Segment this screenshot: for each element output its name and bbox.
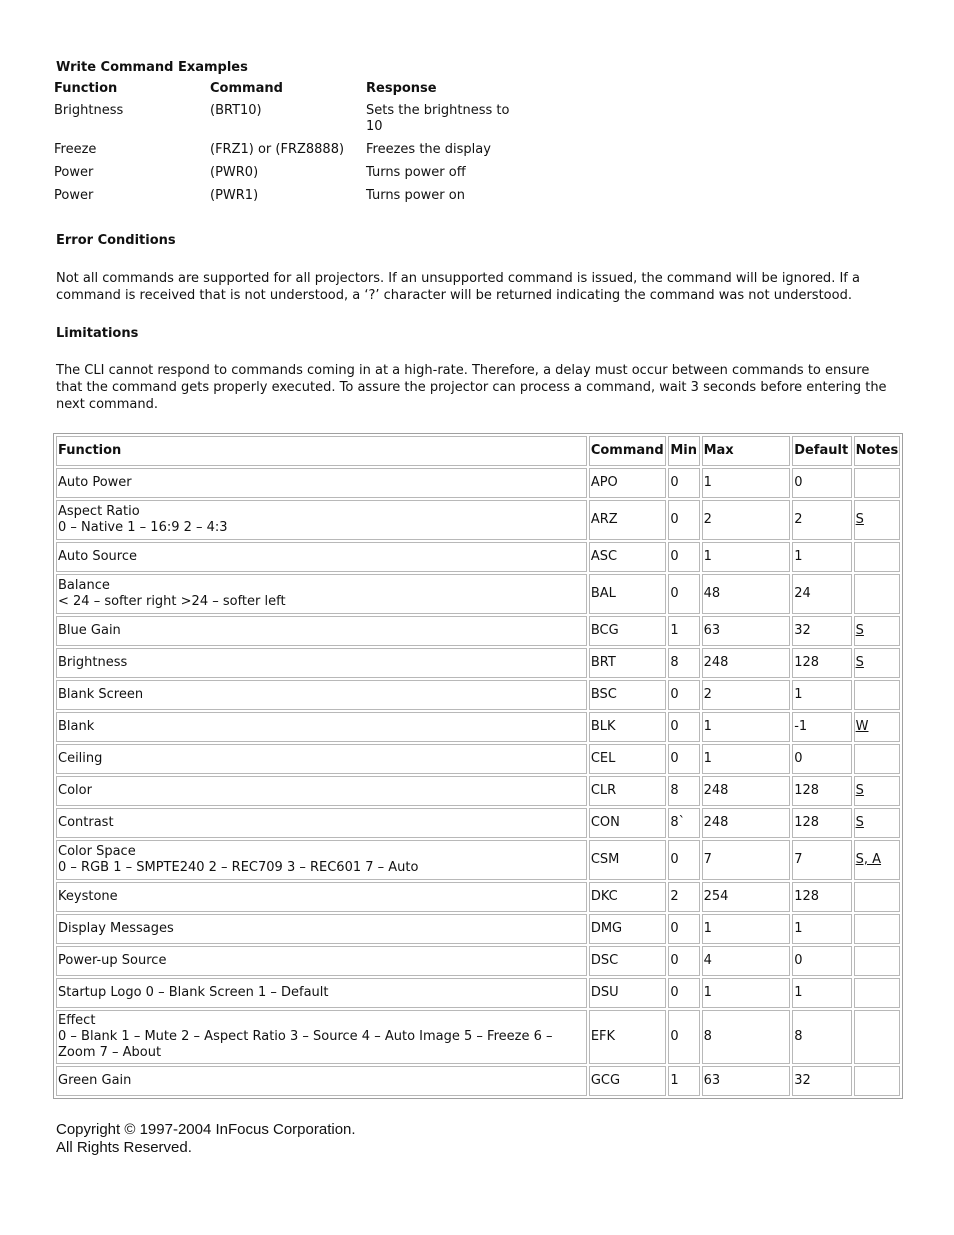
- function-name: Keystone: [58, 889, 118, 904]
- function-name: Color Space: [58, 844, 136, 859]
- cell-command: BRT: [589, 648, 667, 678]
- cell-notes: [854, 744, 900, 774]
- notes-link[interactable]: S: [855, 783, 864, 798]
- cell-min: 0: [668, 946, 699, 976]
- cell-max: 1: [702, 978, 791, 1008]
- rights-line: All Rights Reserved.: [56, 1139, 192, 1156]
- command-table: [53, 433, 903, 1099]
- function-name: Aspect Ratio: [58, 504, 140, 519]
- cell-function: [56, 840, 587, 880]
- cell-min: 0: [668, 978, 699, 1008]
- function-name: Brightness: [58, 655, 128, 670]
- function-name: Blank Screen: [58, 687, 144, 702]
- column-header-command: Command: [589, 436, 667, 466]
- cell-function: [56, 978, 587, 1008]
- cell-min: 0: [668, 1010, 699, 1064]
- cell-max: 254: [702, 882, 791, 912]
- cell-notes: [854, 542, 900, 572]
- cell-command: BSC: [589, 680, 667, 710]
- function-options: < 24 – softer right >24 – softer left: [58, 594, 286, 609]
- function-name: Power-up Source: [58, 953, 167, 968]
- cell-command: CEL: [589, 744, 667, 774]
- cell-function: [56, 914, 587, 944]
- example-command: (FRZ1) or (FRZ8888): [210, 142, 345, 157]
- cell-max: 1: [702, 744, 791, 774]
- cell-max: 63: [702, 1066, 791, 1096]
- column-header-default: Default: [792, 436, 851, 466]
- table-row: [56, 1010, 900, 1064]
- example-function: Freeze: [54, 142, 97, 157]
- cell-default: 128: [792, 776, 851, 806]
- cell-min: 0: [668, 914, 699, 944]
- cell-default: 32: [792, 616, 851, 646]
- cell-command: APO: [589, 468, 667, 498]
- example-row: [53, 188, 526, 211]
- cell-function: [56, 616, 587, 646]
- cell-min: 0: [668, 542, 699, 572]
- cell-default: 2: [792, 500, 851, 540]
- table-row: [56, 712, 900, 742]
- example-command: (PWR0): [210, 165, 259, 180]
- cell-default: 32: [792, 1066, 851, 1096]
- column-header-min: Min: [668, 436, 699, 466]
- example-response: Turns power off: [366, 165, 466, 180]
- cell-command: DSC: [589, 946, 667, 976]
- column-header-command: Command: [210, 81, 283, 96]
- example-function: Power: [54, 165, 94, 180]
- limitations-text: The CLI cannot respond to commands coming in at a high-rate. Therefore, a delay must occur between commands to ensure that the command gets properly executed. To assure the projector can process a command, wait 3 seconds before entering the next command.: [56, 363, 887, 412]
- cell-default: 24: [792, 574, 851, 614]
- notes-link[interactable]: S: [855, 655, 864, 670]
- cell-default: 1: [792, 680, 851, 710]
- cell-max: 1: [702, 468, 791, 498]
- cell-min: 8`: [668, 808, 699, 838]
- function-name: Contrast: [58, 815, 114, 830]
- cell-default: 7: [792, 840, 851, 880]
- function-name: Startup Logo 0 – Blank Screen 1 – Default: [58, 985, 329, 1000]
- example-row: [53, 165, 526, 188]
- cell-notes: [854, 776, 900, 806]
- function-name: Display Messages: [58, 921, 174, 936]
- cell-default: 1: [792, 914, 851, 944]
- cell-function: [56, 1010, 587, 1064]
- example-row: [53, 103, 526, 142]
- example-command: (PWR1): [210, 188, 259, 203]
- cell-min: 8: [668, 648, 699, 678]
- cell-command: BAL: [589, 574, 667, 614]
- cell-max: 248: [702, 776, 791, 806]
- cell-default: 128: [792, 808, 851, 838]
- table-row: [56, 574, 900, 614]
- cell-notes: [854, 712, 900, 742]
- cell-default: 0: [792, 744, 851, 774]
- function-name: Auto Source: [58, 549, 137, 564]
- function-name: Ceiling: [58, 751, 103, 766]
- cell-min: 0: [668, 468, 699, 498]
- write-examples-heading: Write Command Examples: [56, 60, 248, 75]
- notes-link[interactable]: W: [855, 719, 869, 734]
- example-function: Power: [54, 188, 94, 203]
- function-name: Auto Power: [58, 475, 132, 490]
- cell-command: ASC: [589, 542, 667, 572]
- cell-command: ARZ: [589, 500, 667, 540]
- copyright-line: Copyright © 1997-2004 InFocus Corporation.: [56, 1121, 356, 1138]
- cell-notes: [854, 840, 900, 880]
- cell-default: 0: [792, 946, 851, 976]
- cell-min: 0: [668, 680, 699, 710]
- cell-default: 1: [792, 542, 851, 572]
- function-options: 0 – Blank 1 – Mute 2 – Aspect Ratio 3 – Source 4 – Auto Image 5 – Freeze 6 – Zoom 7 – About: [58, 1029, 553, 1060]
- function-name: Blue Gain: [58, 623, 121, 638]
- cell-command: DSU: [589, 978, 667, 1008]
- cell-function: [56, 744, 587, 774]
- cell-function: [56, 680, 587, 710]
- cell-min: 0: [668, 500, 699, 540]
- cell-notes: [854, 978, 900, 1008]
- cell-max: 1: [702, 542, 791, 572]
- function-name: Balance: [58, 578, 110, 593]
- cell-min: 0: [668, 840, 699, 880]
- table-row: [56, 840, 900, 880]
- cell-min: 0: [668, 712, 699, 742]
- column-header-function: Function: [56, 436, 587, 466]
- cell-min: 2: [668, 882, 699, 912]
- cell-default: 128: [792, 882, 851, 912]
- example-command: (BRT10): [210, 103, 262, 118]
- cell-notes: [854, 648, 900, 678]
- cell-command: EFK: [589, 1010, 667, 1064]
- cell-function: [56, 574, 587, 614]
- function-options: 0 – RGB 1 – SMPTE240 2 – REC709 3 – REC601 7 – Auto: [58, 860, 419, 875]
- table-row: [56, 744, 900, 774]
- cell-notes: [854, 680, 900, 710]
- cell-max: 1: [702, 914, 791, 944]
- cell-function: [56, 776, 587, 806]
- cell-default: 0: [792, 468, 851, 498]
- cell-notes: [854, 574, 900, 614]
- cell-notes: [854, 946, 900, 976]
- cell-max: 2: [702, 680, 791, 710]
- function-options: 0 – Native 1 – 16:9 2 – 4:3: [58, 520, 228, 535]
- table-row: [56, 616, 900, 646]
- notes-link[interactable]: S: [855, 815, 864, 830]
- column-header-response: Response: [366, 81, 437, 96]
- cell-function: [56, 946, 587, 976]
- cell-command: CON: [589, 808, 667, 838]
- table-row: [56, 1066, 900, 1096]
- table-row: [56, 648, 900, 678]
- example-response: Sets the brightness to 10: [366, 103, 510, 134]
- cell-function: [56, 648, 587, 678]
- cell-command: BCG: [589, 616, 667, 646]
- cell-notes: [854, 808, 900, 838]
- cell-max: 7: [702, 840, 791, 880]
- function-name: Blank: [58, 719, 95, 734]
- cell-max: 4: [702, 946, 791, 976]
- table-row: [56, 808, 900, 838]
- column-header-notes: Notes: [854, 436, 900, 466]
- cell-command: DMG: [589, 914, 667, 944]
- cell-command: GCG: [589, 1066, 667, 1096]
- write-examples-header-row: [53, 81, 526, 103]
- cell-notes: [854, 914, 900, 944]
- cell-max: 1: [702, 712, 791, 742]
- cell-function: [56, 808, 587, 838]
- error-conditions-heading: Error Conditions: [56, 233, 176, 248]
- cell-max: 63: [702, 616, 791, 646]
- column-header-max: Max: [702, 436, 791, 466]
- error-conditions-text: Not all commands are supported for all projectors. If an unsupported command is issued, the command will be ignored. If a command is received that is not understood, a ‘?’ character will be returned indicating the command was not understood.: [56, 271, 860, 303]
- notes-link[interactable]: S: [855, 623, 864, 638]
- table-row: [56, 680, 900, 710]
- cell-notes: [854, 500, 900, 540]
- function-name: Color: [58, 783, 92, 798]
- example-function: Brightness: [54, 103, 124, 118]
- notes-link[interactable]: S: [855, 512, 864, 527]
- table-row: [56, 978, 900, 1008]
- cell-function: [56, 468, 587, 498]
- cell-function: [56, 882, 587, 912]
- cell-default: 128: [792, 648, 851, 678]
- function-name: Effect: [58, 1013, 96, 1028]
- cell-command: CLR: [589, 776, 667, 806]
- table-row: [56, 776, 900, 806]
- cell-min: 1: [668, 1066, 699, 1096]
- cell-min: 0: [668, 744, 699, 774]
- column-header-function: Function: [54, 81, 118, 96]
- cell-function: [56, 1066, 587, 1096]
- table-row: [56, 946, 900, 976]
- cell-notes: [854, 1066, 900, 1096]
- cell-function: [56, 500, 587, 540]
- table-row: [56, 914, 900, 944]
- example-row: [53, 142, 526, 165]
- cell-max: 248: [702, 648, 791, 678]
- command-table-header-row: [56, 436, 900, 466]
- cell-function: [56, 542, 587, 572]
- cell-command: DKC: [589, 882, 667, 912]
- cell-max: 8: [702, 1010, 791, 1064]
- cell-min: 8: [668, 776, 699, 806]
- cell-notes: [854, 1010, 900, 1064]
- write-examples-table: [53, 81, 526, 211]
- cell-default: -1: [792, 712, 851, 742]
- cell-min: 1: [668, 616, 699, 646]
- table-row: [56, 468, 900, 498]
- cell-default: 1: [792, 978, 851, 1008]
- function-name: Green Gain: [58, 1073, 132, 1088]
- cell-max: 248: [702, 808, 791, 838]
- table-row: [56, 882, 900, 912]
- cell-function: [56, 712, 587, 742]
- cell-default: 8: [792, 1010, 851, 1064]
- cell-notes: [854, 616, 900, 646]
- cell-max: 2: [702, 500, 791, 540]
- limitations-heading: Limitations: [56, 326, 139, 341]
- copyright-footer: [56, 1121, 356, 1157]
- example-response: Turns power on: [366, 188, 465, 203]
- example-response: Freezes the display: [366, 142, 491, 157]
- cell-max: 48: [702, 574, 791, 614]
- cell-notes: [854, 468, 900, 498]
- table-row: [56, 542, 900, 572]
- cell-notes: [854, 882, 900, 912]
- cell-command: BLK: [589, 712, 667, 742]
- table-row: [56, 500, 900, 540]
- notes-link[interactable]: S, A: [855, 852, 882, 867]
- cell-min: 0: [668, 574, 699, 614]
- cell-command: CSM: [589, 840, 667, 880]
